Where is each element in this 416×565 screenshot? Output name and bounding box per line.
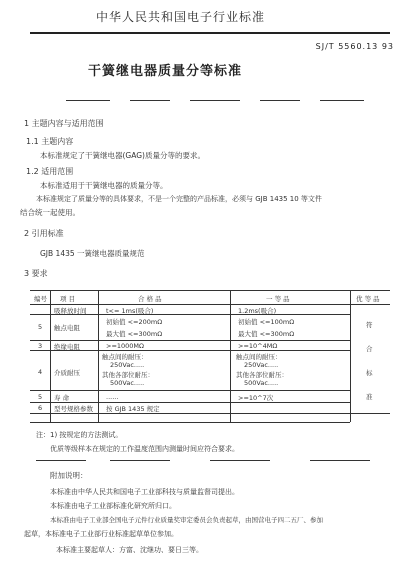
- cell-no: 5: [38, 393, 43, 401]
- section-2-heading: 2 引用标准: [24, 229, 64, 238]
- cell-no: 6: [38, 404, 43, 412]
- title-separator: [30, 100, 390, 101]
- cell-qualified: 其他各部位耐压：: [102, 371, 154, 379]
- cell-qualified: 按 GJB 1435 规定: [106, 405, 160, 413]
- cell-qualified: t<= 1ms(吸合): [106, 307, 154, 315]
- top-grade-char: 准: [366, 393, 373, 401]
- header-first-grade: 一 等 品: [266, 295, 290, 303]
- header-no: 编号: [34, 295, 47, 303]
- section-1-2-text1: 本标准适用于干簧继电器的质量分等。: [40, 181, 168, 190]
- cell-first: >=10^7次: [238, 394, 274, 402]
- top-grade-char: 符: [366, 321, 373, 329]
- top-grade-char: 合: [366, 345, 373, 353]
- section-1-2-text3: 结合统一起使用。: [20, 208, 80, 217]
- cell-first: 最大值 <=300mΩ: [238, 330, 295, 338]
- header-title: 中华人民共和国电子行业标准: [96, 10, 266, 24]
- cell-item: 吸释放时间: [54, 307, 87, 315]
- cell-first: >=10^4MΩ: [238, 342, 278, 350]
- cell-first: 其他各部位耐压：: [236, 371, 288, 379]
- cell-item: 型号规格参数: [54, 405, 93, 413]
- cell-qualified: 500Vac.....: [110, 379, 145, 387]
- cell-qualified: 触点间的耐压：: [102, 353, 148, 361]
- cell-qualified: 最大值 <=300mΩ: [106, 330, 163, 338]
- cell-no: 3: [38, 342, 43, 350]
- cell-item: 触点电阻: [54, 324, 80, 332]
- section-3-heading: 3 要求: [24, 269, 48, 278]
- appendix-line: 本标准主要起草人：方富、沈继功、要日三等。: [56, 546, 203, 554]
- appendix-line: 本标准由电子工业部全国电子元件行业质量奖审定委员会负责起草，由国营电子四二五厂、参加: [50, 516, 323, 524]
- quality-grade-table: [30, 290, 390, 423]
- cell-qualified: 250Vac.....: [110, 361, 145, 369]
- cell-item: 介质耐压: [54, 369, 80, 377]
- top-grade-char: 标: [366, 369, 373, 377]
- header-top-grade: 优 等 品: [356, 295, 380, 303]
- appendix-line: 本标准由电子工业部标准化研究所归口。: [50, 502, 176, 510]
- section-1-1-text: 本标准规定了干簧继电器(GAG)质量分等的要求。: [40, 151, 205, 160]
- header-item: 项 目: [60, 295, 76, 303]
- section-2-text: GJB 1435 一簧继电器质量规范: [40, 249, 145, 258]
- header-qualified: 合 格 品: [138, 295, 162, 303]
- cell-first: 500Vac.....: [244, 379, 279, 387]
- cell-first: 250Vac.....: [244, 361, 279, 369]
- section-1-1-heading: 1.1 主题内容: [26, 137, 74, 146]
- note-2: 优质等级样本在规定的工作温度范围内测量时间应符合要求。: [50, 445, 239, 453]
- cell-qualified: 初始值 <=200mΩ: [106, 318, 163, 326]
- cell-item: 寿 命: [54, 394, 70, 402]
- cell-first: 触点间的耐压：: [236, 353, 282, 361]
- standard-number: SJ/T 5560.13 93: [315, 42, 394, 51]
- appendix-line: 起草，本标准电子工业部行业标准起草单位参加。: [24, 530, 178, 538]
- appendix-heading: 附加说明：: [50, 471, 88, 480]
- cell-no: 4: [38, 368, 43, 376]
- section-1-2-text2: 本标准规定了质量分等的具体要求，不是一个完整的产品标准，必须与 GJB 1435 10 等文件: [36, 195, 322, 203]
- cell-no: 5: [38, 323, 43, 331]
- cell-qualified: ......: [106, 393, 119, 401]
- cell-qualified: >=1000MΩ: [106, 342, 145, 350]
- section-1-heading: 1 主题内容与适用范围: [24, 119, 104, 128]
- cell-item: 绝缘电阻: [54, 343, 80, 351]
- cell-first: 初始值 <=100mΩ: [238, 318, 295, 326]
- note-1: 注：1) 按规定的方法测试。: [36, 431, 123, 439]
- header-rule: [30, 32, 390, 34]
- cell-first: 1.2ms(吸合): [238, 307, 277, 315]
- notes-separator: [30, 460, 390, 461]
- document-title: 干簧继电器质量分等标准: [88, 64, 243, 79]
- section-1-2-heading: 1.2 适用范围: [26, 167, 74, 176]
- appendix-line: 本标准由中华人民共和国电子工业部科技与质量监督司提出。: [50, 488, 239, 496]
